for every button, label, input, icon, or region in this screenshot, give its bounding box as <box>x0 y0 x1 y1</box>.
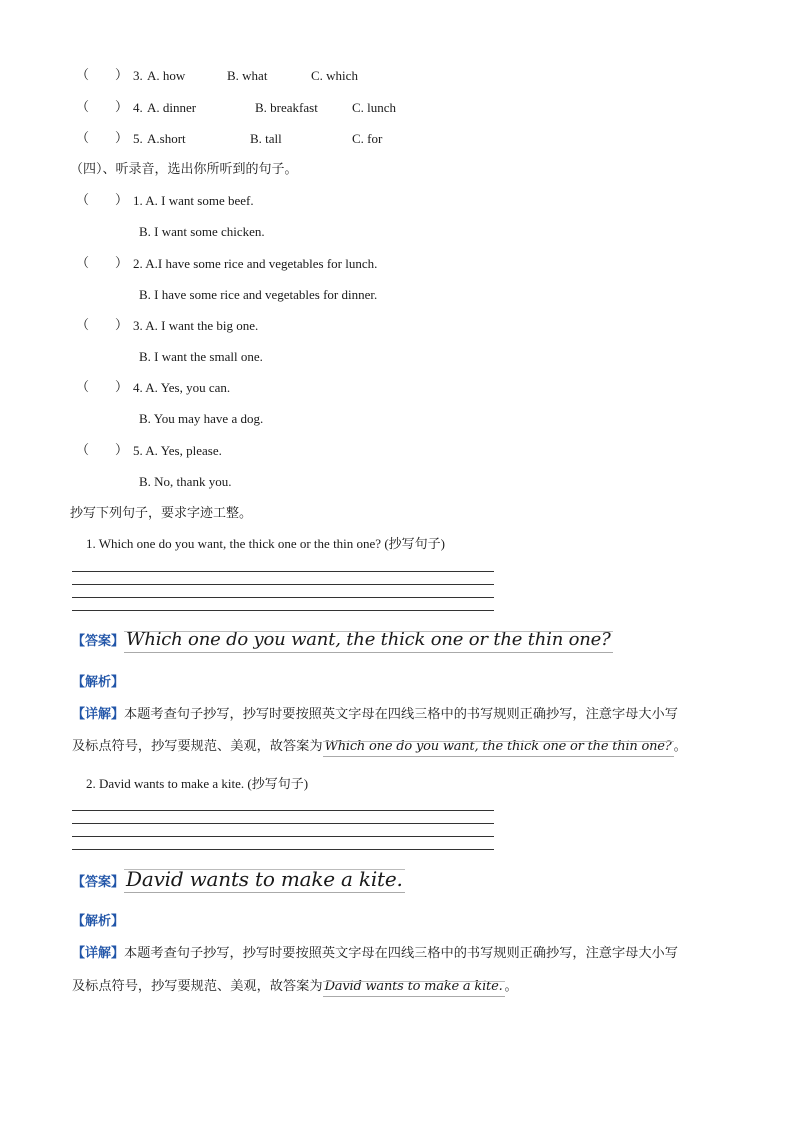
analysis-tag: 【解析】 <box>72 675 125 690</box>
detail-text: 本题考查句子抄写，抄写时要按照英文字母在四线三格中的书写规则正确抄写，注意字母大小写 <box>124 946 678 961</box>
answer-row <box>72 628 613 653</box>
answer-blank: （ ） <box>76 443 129 458</box>
analysis-tag: 【解析】 <box>72 914 125 929</box>
option-a: A. how <box>147 68 186 83</box>
detail-tag: 【详解】 <box>72 707 125 722</box>
answer-blank: （ ） <box>76 318 129 333</box>
answer-blank: （ ） <box>76 193 129 208</box>
end-mark: 。 <box>504 979 518 994</box>
prompt-text: 1. Which one do you want, the thick one or the thin one? (抄写句子) <box>86 536 445 551</box>
section-title: （四）、听录音，选出你所听到的句子。 <box>70 162 298 177</box>
section-title: 抄写下列句子，要求字迹工整。 <box>70 506 253 521</box>
option-b: B. You may have a dog. <box>139 411 264 426</box>
detail-text: 本题考查句子抄写，抄写时要按照英文字母在四线三格中的书写规则正确抄写，注意字母大小写 <box>124 707 678 722</box>
option-a: A. dinner <box>147 100 197 115</box>
option-b: B. I have some rice and vegetables for dinner. <box>139 287 378 302</box>
option-a: 5. A. Yes, please. <box>133 443 222 458</box>
choice-num: 4. <box>133 100 143 115</box>
option-a: 1. A. I want some beef. <box>133 193 254 208</box>
answer-blank: （ ） <box>76 380 129 395</box>
option-c: C. lunch <box>352 100 397 115</box>
prompt-text: 2. David wants to make a kite. (抄写句子) <box>86 776 309 791</box>
answer-blank: （ ） <box>76 68 129 83</box>
inline-handwritten-answer: David wants to make a kite. <box>323 978 505 997</box>
option-a: 4. A. Yes, you can. <box>133 380 231 395</box>
detail-text: 及标点符号，抄写要规范、美观，故答案为 <box>72 979 323 994</box>
detail-tag: 【详解】 <box>72 946 125 961</box>
writing-lines <box>72 810 494 862</box>
option-b: B. what <box>227 68 268 83</box>
analysis-tag-row <box>72 671 124 691</box>
answer-tag: 【答案】 <box>72 875 125 890</box>
answer-blank: （ ） <box>76 100 129 115</box>
analysis-tag-row <box>72 910 124 930</box>
option-a: 2. A.I have some rice and vegetables for lunch. <box>133 256 378 271</box>
answer-tag: 【答案】 <box>72 634 125 649</box>
answer-blank: （ ） <box>76 131 129 146</box>
option-a: A.short <box>147 131 186 146</box>
option-b: B. I want the small one. <box>139 349 263 364</box>
detail-line <box>72 975 518 997</box>
copy-prompt <box>86 776 308 792</box>
handwritten-answer: David wants to make a kite. <box>126 867 403 891</box>
option-c: C. which <box>311 68 358 83</box>
answer-row <box>72 866 405 893</box>
choice-num: 5. <box>133 131 143 146</box>
handwritten-answer: Which one do you want, the thick one or the thin one? <box>124 628 613 653</box>
option-b: B. breakfast <box>255 100 318 115</box>
copy-prompt <box>86 536 445 552</box>
choice-num: 3. <box>133 68 143 83</box>
option-c: C. for <box>352 131 383 146</box>
detail-line <box>72 735 687 757</box>
detail-line <box>72 942 678 961</box>
end-mark: 。 <box>673 739 687 754</box>
writing-lines <box>72 571 494 623</box>
inline-handwritten-answer: Which one do you want, the thick one or the thin one? <box>323 738 674 757</box>
option-b: B. No, thank you. <box>139 474 232 489</box>
detail-line <box>72 703 678 722</box>
option-b: B. I want some chicken. <box>139 224 265 239</box>
detail-text: 及标点符号，抄写要规范、美观，故答案为 <box>72 739 323 754</box>
answer-blank: （ ） <box>76 256 129 271</box>
option-a: 3. A. I want the big one. <box>133 318 259 333</box>
option-b: B. tall <box>250 131 282 146</box>
